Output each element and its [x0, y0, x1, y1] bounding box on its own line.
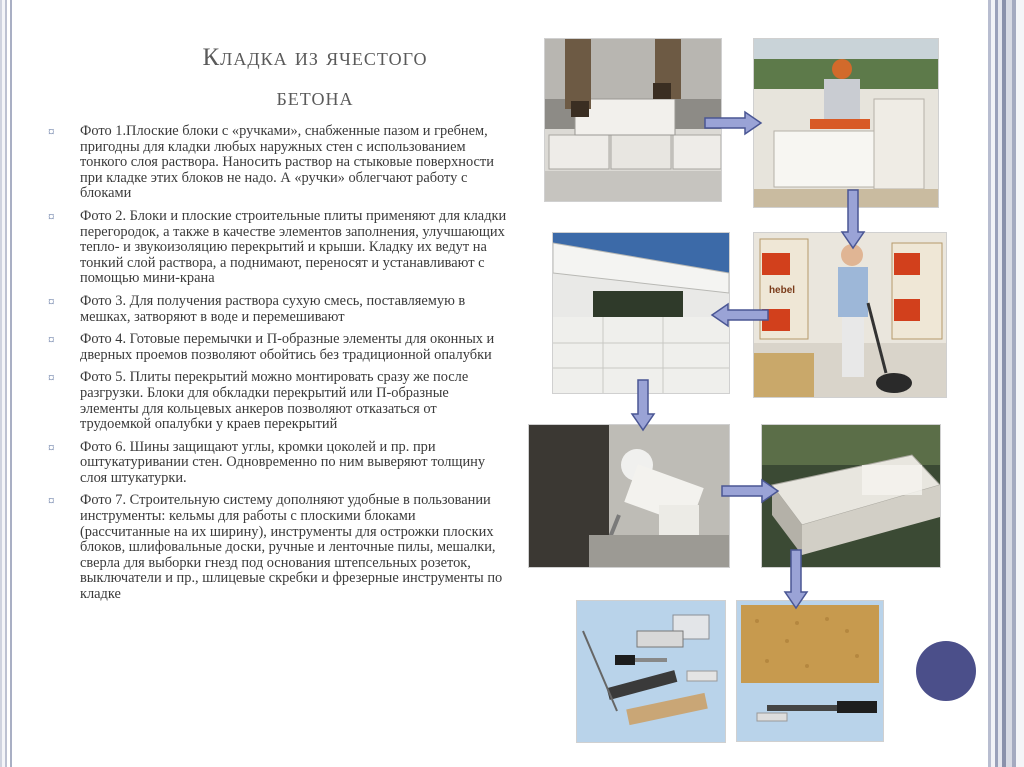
bullet-item [48, 332, 508, 363]
title-line-2: бетона [276, 84, 354, 111]
bullet-list [48, 124, 508, 610]
bullet-item [48, 209, 508, 287]
bullet-item [48, 294, 508, 325]
title-line-1: Кладка из ячестого [202, 44, 428, 71]
bullet-text: Фото 7. Строительную систему дополняют удобные в пользовании инструменты: кельмы для работы с плоскими блоками (рассчитанные на их ширину), инструменты для острожки плоских блоков, шлифовальные доски, ручные и ленточные пилы, мешалки, сверла для выборки гнезд под основания штепсельных розеток, выключатели и пр., шлицевые скребки и фрезерные инструменты по кладке [80, 492, 503, 603]
arrow-down-1 [840, 188, 866, 250]
bullet-text: Фото 4. Готовые перемычки и П-образные элементы для оконных и дверных проемов позволяют обойтись без традиционной опалубки [80, 331, 495, 363]
photo-6-floor-slabs [761, 424, 941, 568]
photo-3-mixing-mortar [753, 232, 947, 398]
photo-2-mini-crane [753, 38, 939, 208]
arrow-down-3 [783, 548, 809, 610]
arrow-right-1 [703, 110, 763, 136]
photo-7-tools [576, 600, 726, 743]
bullet-item [48, 124, 508, 202]
bullet-marker: ¤ [48, 208, 55, 224]
arrow-down-2 [630, 378, 656, 432]
arrow-left-1 [710, 302, 770, 328]
bullet-text: Фото 2. Блоки и плоские строительные плиты применяют для кладки перегородок, а также в качестве элементов заполнения, улучшающих тепло- и звукоизоляцию перекрытий и крыши. Кладку их ведут на тонкий слой раствора, а поднимают, переносят и устанавливают с помощью мини-крана [80, 207, 507, 287]
bullet-marker: ¤ [48, 370, 55, 386]
bullet-marker: ¤ [48, 293, 55, 309]
bullet-marker: ¤ [48, 439, 55, 455]
photo-1-laying-blocks [544, 38, 722, 202]
decorative-circle [916, 641, 976, 701]
bullet-text: Фото 1.Плоские блоки с «ручками», снабженные пазом и гребнем, пригодны для кладки любых наружных стен с использованием тонкого слоя раствора. Наносить раствор на стыковые поверхности при кладке этих блоков не надо. А «ручки» облегчают работу с блоками [80, 123, 494, 202]
slide-border-right [982, 0, 1024, 767]
bullet-text: Фото 5. Плиты перекрытий можно монтировать сразу же после разгрузки. Блоки для обкладки перекрытий или П-образные элементы для кольцевых анкеров позволяют отказаться от трудоемкой опалубки у краев перекрытий [80, 369, 469, 433]
bullet-text: Фото 3. Для получения раствора сухую смесь, поставляемую в мешках, затворяют в воде и перемешивают [80, 292, 466, 325]
bullet-marker: ¤ [48, 124, 55, 139]
bullet-marker: ¤ [48, 493, 55, 509]
bullet-marker: ¤ [48, 332, 55, 348]
photo-5-plastering [528, 424, 730, 568]
bullet-item [48, 493, 508, 602]
hebel-bag-brand: hebel [768, 285, 796, 296]
arrow-right-2 [720, 478, 780, 504]
slide-title [150, 38, 480, 118]
bullet-text: Фото 6. Шины защищают углы, кромки цоколей и пр. при оштукатуривании стен. Одновременно по ним выверяют толщину слоя штукатурки. [80, 438, 486, 486]
bullet-item [48, 440, 508, 487]
photo-7-sanding-board [736, 600, 884, 742]
photo-4-lintels [552, 232, 730, 394]
slide-border-left [0, 0, 14, 767]
bullet-item [48, 370, 508, 432]
